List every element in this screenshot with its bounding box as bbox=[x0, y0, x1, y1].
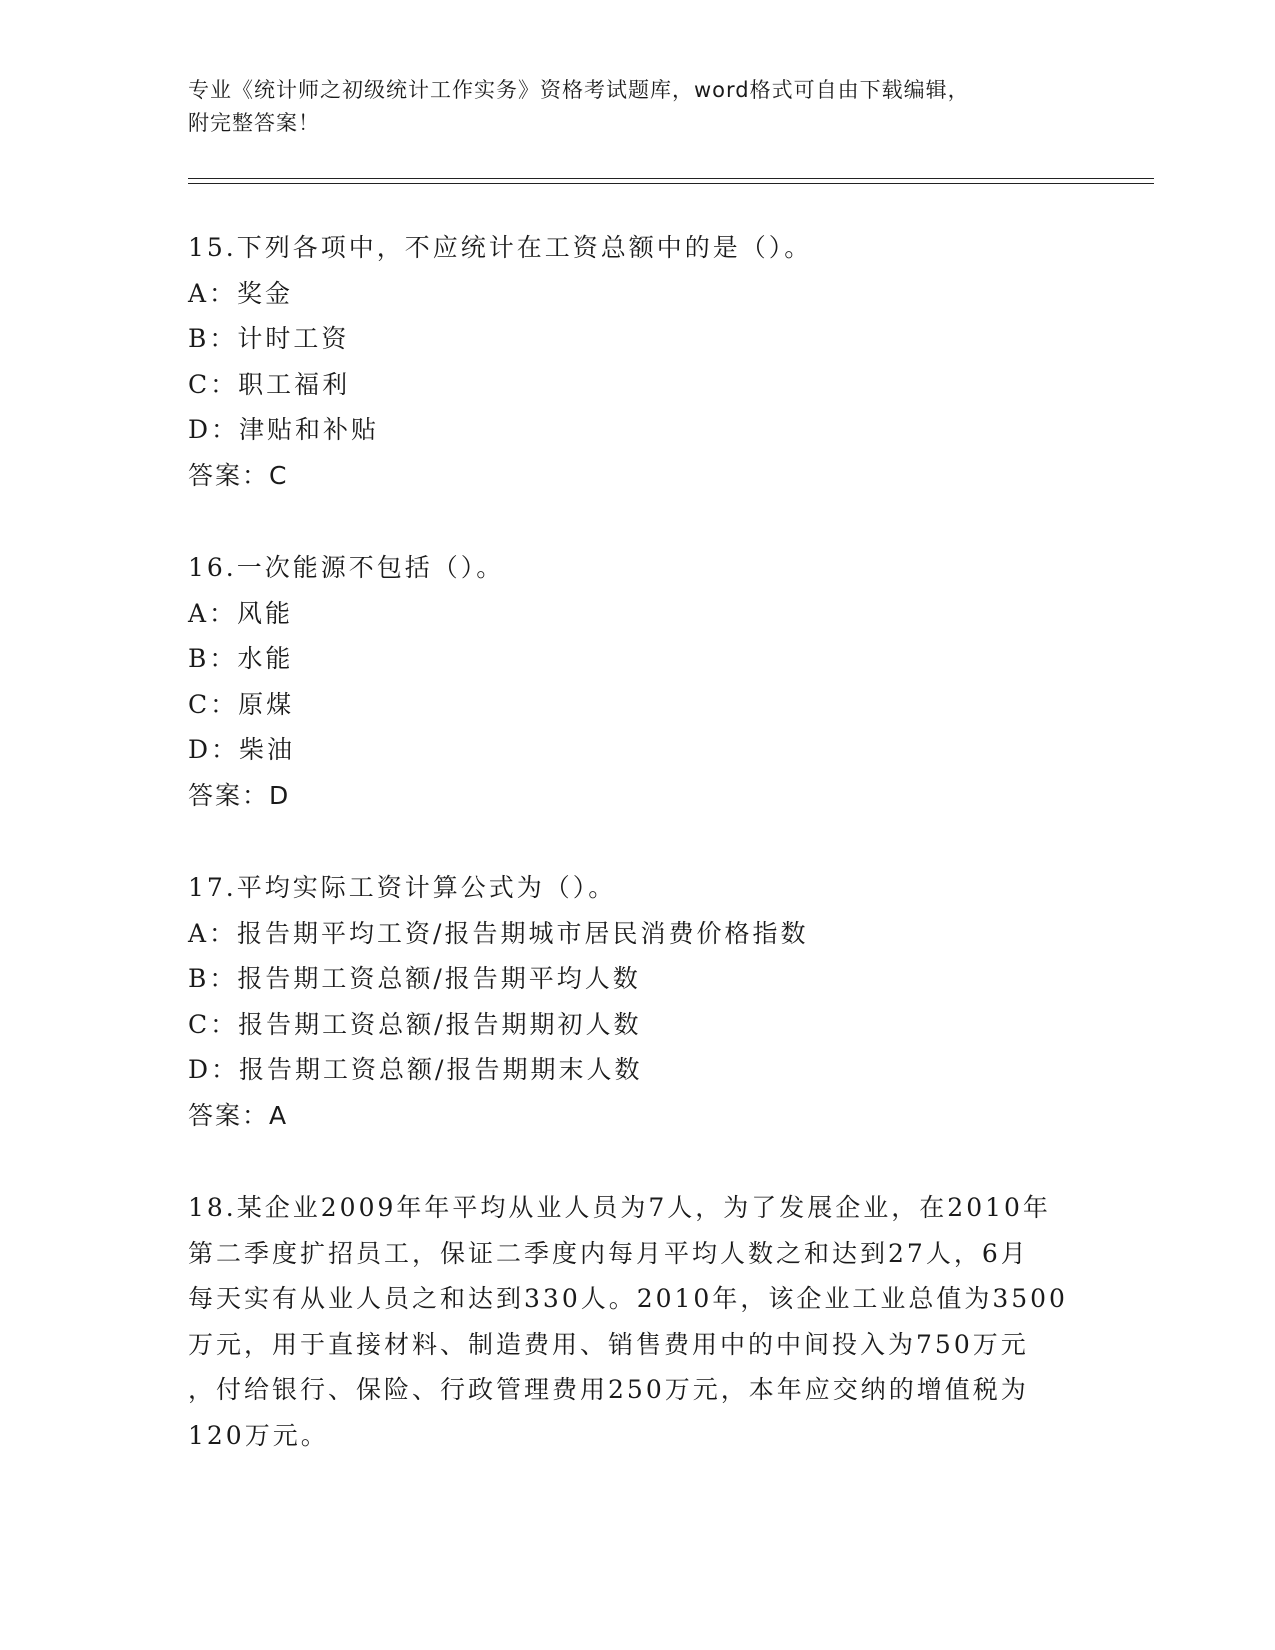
question-body-line: ，付给银行、保险、行政管理费用250万元，本年应交纳的增值税为 bbox=[188, 1375, 1029, 1405]
option-c: C：原煤 bbox=[188, 689, 295, 719]
header-line-2: 附完整答案！ bbox=[188, 111, 320, 135]
option-d: D：报告期工资总额/报告期期末人数 bbox=[188, 1055, 643, 1085]
option-b: B：计时工资 bbox=[188, 324, 350, 354]
header-line-1: 专业《统计师之初级统计工作实务》资格考试题库，word格式可自由下载编辑， bbox=[188, 78, 970, 102]
question-title: 17.平均实际工资计算公式为（）。 bbox=[188, 873, 617, 902]
option-d: D：柴油 bbox=[188, 735, 296, 765]
question-17 bbox=[188, 865, 1088, 1139]
document-header bbox=[188, 74, 1068, 140]
option-c: C：职工福利 bbox=[188, 369, 351, 399]
answer: 答案：C bbox=[188, 460, 289, 490]
option-d: D：津贴和补贴 bbox=[188, 415, 380, 445]
option-a: A：报告期平均工资/报告期城市居民消费价格指数 bbox=[188, 918, 809, 948]
option-a: A：奖金 bbox=[188, 278, 294, 308]
header-divider-top bbox=[188, 178, 1154, 179]
question-title: 16.一次能源不包括（）。 bbox=[188, 553, 505, 582]
option-b: B：报告期工资总额/报告期平均人数 bbox=[188, 964, 641, 994]
header-divider-bottom bbox=[188, 183, 1154, 184]
question-title: 15.下列各项中，不应统计在工资总额中的是（）。 bbox=[188, 233, 813, 262]
question-body bbox=[188, 1185, 1068, 1459]
question-16 bbox=[188, 545, 1088, 819]
question-body-line: 每天实有从业人员之和达到330人。2010年，该企业工业总值为3500 bbox=[188, 1284, 1068, 1314]
option-a: A：风能 bbox=[188, 598, 294, 628]
option-c: C：报告期工资总额/报告期期初人数 bbox=[188, 1009, 642, 1039]
question-18 bbox=[188, 1185, 1088, 1459]
option-b: B：水能 bbox=[188, 644, 294, 674]
question-body-line: 万元，用于直接材料、制造费用、销售费用中的中间投入为750万元 bbox=[188, 1329, 1029, 1359]
question-body-line: 第二季度扩招员工，保证二季度内每月平均人数之和达到27人，6月 bbox=[188, 1238, 1029, 1268]
answer: 答案：D bbox=[188, 780, 291, 810]
answer: 答案：A bbox=[188, 1100, 289, 1130]
question-15 bbox=[188, 225, 1088, 499]
question-body-line: 120万元。 bbox=[188, 1420, 329, 1450]
question-body-line: 18.某企业2009年年平均从业人员为7人，为了发展企业，在2010年 bbox=[188, 1193, 1051, 1222]
